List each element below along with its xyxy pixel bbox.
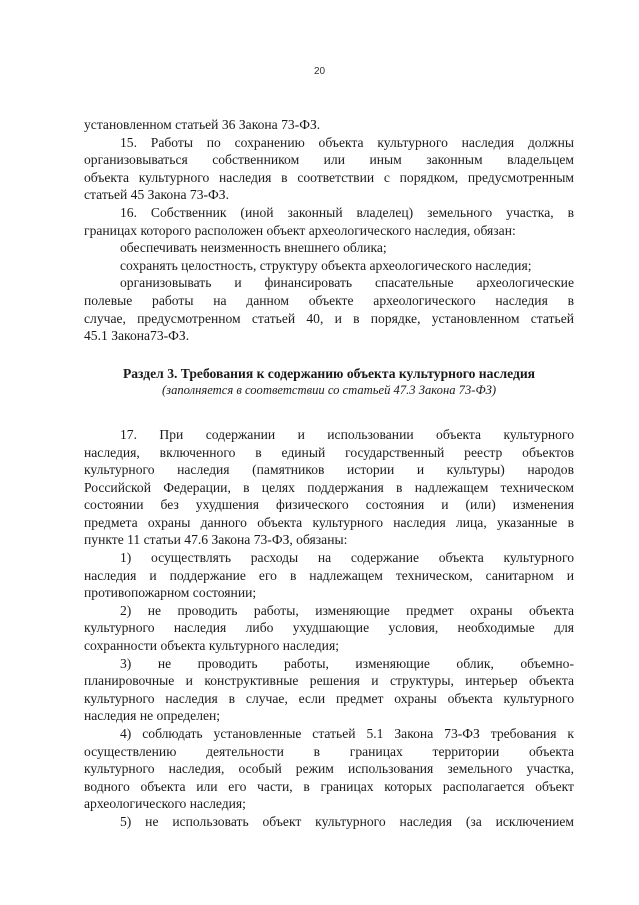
text-line: наследия и поддержание его в надлежащем техническом, санитарном и bbox=[84, 567, 574, 583]
section-subtitle: (заполняется в соответствии со статьей 47.3 Закона 73-ФЗ) bbox=[161, 383, 497, 398]
text-line: 1) осуществлять расходы на содержание объекта культурного bbox=[120, 550, 574, 566]
text-line: сохранности объекта культурного наследия; bbox=[84, 638, 339, 654]
text-line: границах которого расположен объект археологического наследия, обязан: bbox=[84, 222, 516, 238]
text-line: предмета охраны данного объекта культурного наследия лица, указанные в bbox=[84, 514, 574, 530]
text-line: организовываться собственником или иным законным владельцем bbox=[84, 152, 574, 168]
text-line: планировочные и конструктивные решения и структуры, интерьер объекта bbox=[84, 673, 574, 689]
page-number: 20 bbox=[313, 66, 326, 77]
text-line: полевые работы на данном объекте археологического наследия в bbox=[84, 292, 574, 308]
text-line: культурного наследия (памятников истории и культуры) народов bbox=[84, 462, 574, 478]
text-line: 17. При содержании и использовании объекта культурного bbox=[120, 426, 574, 442]
text-line: Российской Федерации, в целях поддержания в надлежащем техническом bbox=[84, 479, 574, 495]
text-line: 15. Работы по сохранению объекта культурного наследия должны bbox=[120, 134, 574, 150]
text-line: 5) не использовать объект культурного наследия (за исключением bbox=[120, 813, 574, 829]
text-line: культурного наследия, особый режим использования земельного участка, bbox=[84, 761, 574, 777]
text-line: культурного наследия в случае, если предмет охраны объекта культурного bbox=[84, 690, 574, 706]
text-line: культурного наследия либо ухудшающие условия, необходимые для bbox=[84, 620, 574, 636]
text-line: организовывать и финансировать спасательные археологические bbox=[120, 275, 574, 291]
document-body bbox=[84, 116, 574, 831]
text-line: наследия не определен; bbox=[84, 708, 221, 724]
text-line: осуществлению деятельности в границах территории объекта bbox=[84, 743, 574, 759]
text-line: объекта культурного наследия в соответствии с порядком, предусмотренным bbox=[84, 169, 574, 185]
text-line: 3) не проводить работы, изменяющие облик, объемно- bbox=[120, 655, 574, 671]
text-line: состоянии без ухудшения физического состояния и (или) изменения bbox=[84, 497, 574, 513]
text-line: археологического наследия; bbox=[84, 796, 246, 812]
text-line: установленном статьей 36 Закона 73-ФЗ. bbox=[84, 117, 321, 132]
text-line: сохранять целостность, структуру объекта археологического наследия; bbox=[120, 257, 532, 273]
text-block-requirements bbox=[84, 426, 574, 831]
text-line: 16. Собственник (иной законный владелец) земельного участка, в bbox=[120, 204, 574, 220]
text-line: случае, предусмотренном статьей 40, и в порядке, установленном статьей bbox=[84, 310, 574, 326]
text-line: обеспечивать неизменность внешнего облика; bbox=[120, 240, 387, 256]
text-line: статьей 45 Закона 73-ФЗ. bbox=[84, 187, 229, 203]
text-line: водного объекта или его части, в границах которых располагается объект bbox=[84, 778, 574, 794]
text-line: 4) соблюдать установленные статьей 5.1 Закона 73-ФЗ требования к bbox=[120, 726, 574, 741]
section-title: Раздел 3. Требования к содержанию объекта культурного наследия bbox=[122, 365, 536, 381]
text-line: 2) не проводить работы, изменяющие предмет охраны объекта bbox=[120, 602, 574, 618]
text-line: противопожарном состоянии; bbox=[84, 585, 257, 601]
text-line: пункте 11 статьи 47.6 Закона 73-ФЗ, обязаны: bbox=[84, 532, 348, 548]
text-line: 45.1 Закона73-ФЗ. bbox=[84, 328, 190, 344]
text-block-rights bbox=[84, 116, 574, 345]
text-line: наследия, включенного в единый государственный реестр объектов bbox=[84, 444, 574, 460]
